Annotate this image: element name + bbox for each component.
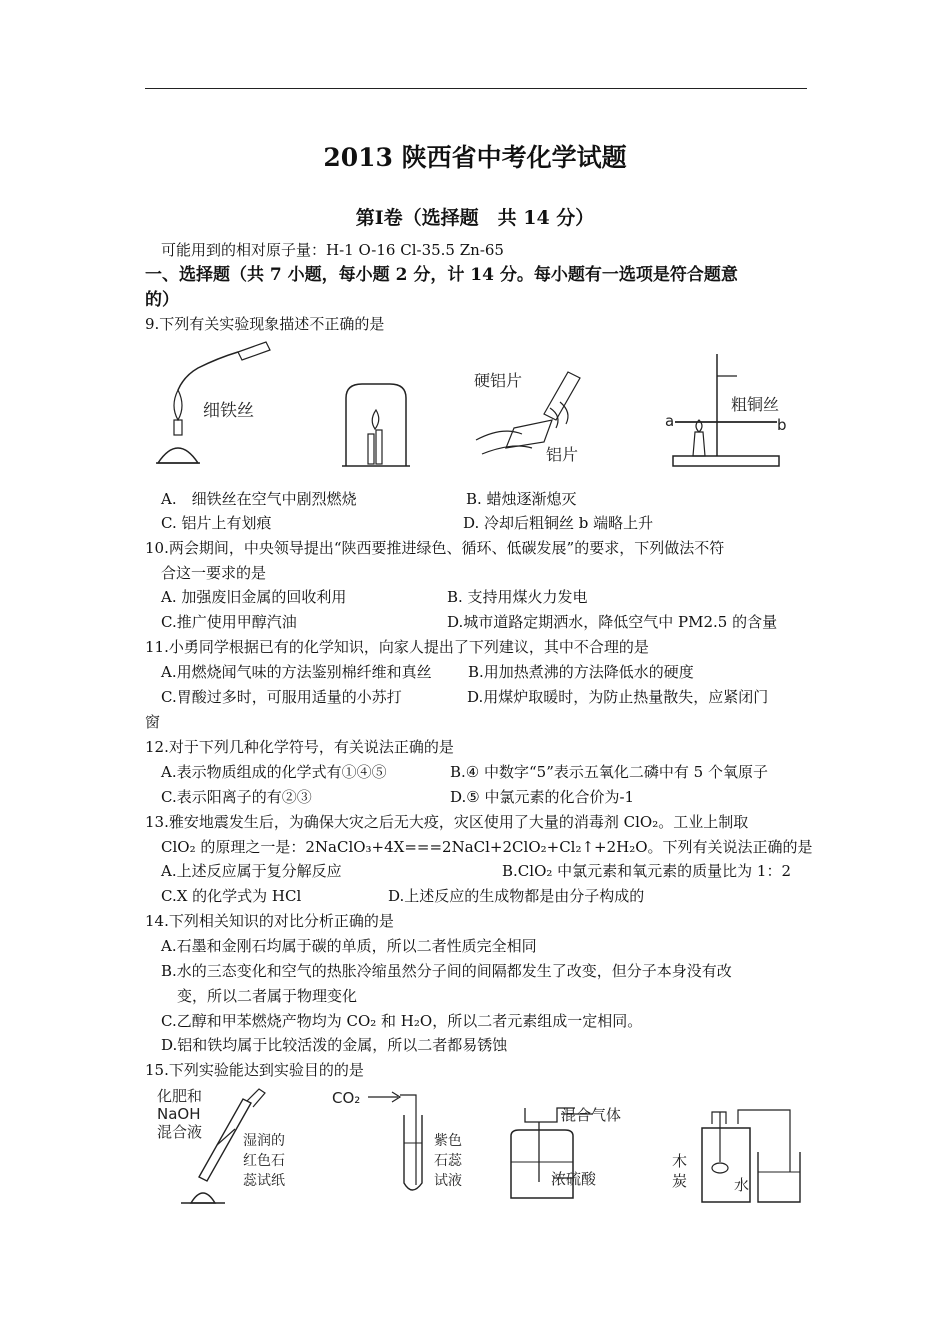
label-water: 水 — [734, 1176, 750, 1194]
fig-fertilizer-test — [155, 1085, 305, 1207]
q13-option-a: A.上述反应属于复分解反应 — [161, 862, 342, 880]
q11-option-b: B.用加热煮沸的方法降低水的硬度 — [468, 663, 694, 681]
label-litmus-3: 试液 — [434, 1173, 462, 1189]
page-title: 2013 陕西省中考化学试题 — [323, 143, 627, 172]
section-heading-1: 一、选择题（共 7 小题，每小题 2 分，计 14 分。每小题有一选项是符合题意 — [145, 265, 738, 285]
top-rule — [145, 88, 807, 89]
label-naoh: NaOH — [157, 1105, 201, 1123]
q12-option-c: C.表示阳离子的有②③ — [161, 788, 312, 806]
q14-option-d: D.铝和铁均属于比较活泼的金属，所以二者都易锈蚀 — [161, 1036, 508, 1054]
label-litmus-1: 紫色 — [434, 1133, 462, 1149]
q11-option-d-cont: 窗 — [145, 713, 161, 731]
q9-option-d: D. 冷却后粗铜丝 b 端略上升 — [463, 514, 654, 532]
label-sulfuric-acid: 浓硫酸 — [551, 1170, 597, 1188]
q11-stem: 11.小勇同学根据已有的化学知识，向家人提出了下列建议，其中不合理的是 — [145, 638, 649, 656]
label-hard-aluminium: 硬铝片 — [474, 371, 523, 390]
q14-option-c: C.乙醇和甲苯燃烧产物均为 CO₂ 和 H₂O，所以二者元素组成一定相同。 — [161, 1012, 643, 1030]
q10-stem-2: 合这一要求的是 — [161, 564, 267, 582]
section-subtitle: 第Ⅰ卷（选择题 共 14 分） — [355, 207, 595, 229]
label-end-a: a — [665, 412, 675, 430]
fig-iron-wire-burning — [148, 338, 278, 473]
label-litmus-2: 石蕊 — [434, 1153, 462, 1169]
q9-option-a: A. 细铁丝在空气中剧烈燃烧 — [161, 490, 357, 508]
q13-stem-2: ClO₂ 的原理之一是：2NaClO₃+4X===2NaCl+2ClO₂+Cl₂↑+2H₂O。下列有关说法正确的是 — [161, 838, 813, 856]
q13-option-d: D.上述反应的生成物都是由分子构成的 — [388, 887, 645, 905]
q9-option-c: C. 铝片上有划痕 — [161, 514, 272, 532]
q10-option-a: A. 加强废旧金属的回收利用 — [161, 588, 347, 606]
label-mixed-gas: 混合气体 — [561, 1106, 622, 1124]
label-mixture: 混合液 — [157, 1123, 203, 1141]
q13-option-b: B.ClO₂ 中氯元素和氧元素的质量比为 1：2 — [502, 862, 792, 880]
label-aluminium: 铝片 — [546, 445, 579, 464]
label-co2: CO₂ — [332, 1089, 361, 1107]
label-end-b: b — [777, 416, 787, 434]
label-paper-3: 蕊试纸 — [243, 1173, 285, 1189]
fig-aluminium-scratch — [472, 368, 592, 468]
label-iron-wire: 细铁丝 — [203, 401, 254, 421]
q9-stem: 9.下列有关实验现象描述不正确的是 — [145, 315, 385, 333]
label-charcoal-2: 炭 — [672, 1172, 688, 1190]
q13-stem-1: 13.雅安地震发生后，为确保大灾之后无大疫，灾区使用了大量的消毒剂 ClO₂。工业上制取 — [145, 813, 749, 831]
label-charcoal-1: 木 — [672, 1152, 688, 1170]
fig-charcoal-water — [668, 1102, 803, 1207]
q12-option-a: A.表示物质组成的化学式有①④⑤ — [161, 763, 387, 781]
section-heading-2: 的） — [145, 290, 179, 310]
fig-candle-bell-jar — [342, 382, 410, 470]
q9-option-b: B. 蜡烛逐渐熄灭 — [466, 490, 577, 508]
q13-option-c: C.X 的化学式为 HCl — [161, 887, 302, 905]
label-paper-2: 红色石 — [243, 1153, 285, 1169]
q10-option-b: B. 支持用煤火力发电 — [447, 588, 588, 606]
q14-option-b-cont: 变，所以二者属于物理变化 — [177, 987, 358, 1005]
q10-option-c: C.推广使用甲醇汽油 — [161, 613, 297, 631]
q11-option-a: A.用燃烧闻气味的方法鉴别棉纤维和真丝 — [161, 663, 432, 681]
q10-option-d: D.城市道路定期洒水，降低空气中 PM2.5 的含量 — [447, 613, 778, 631]
q12-stem: 12.对于下列几种化学符号，有关说法正确的是 — [145, 738, 454, 756]
q14-stem: 14.下列相关知识的对比分析正确的是 — [145, 912, 394, 930]
q12-option-d: D.⑤ 中氯元素的化合价为-1 — [450, 788, 635, 806]
q15-stem: 15.下列实验能达到实验目的的是 — [145, 1061, 364, 1079]
label-copper-wire: 粗铜丝 — [731, 395, 780, 414]
q11-option-c: C.胃酸过多时，可服用适量的小苏打 — [161, 688, 402, 706]
fig-copper-wire-balance — [665, 350, 795, 470]
label-paper-1: 湿润的 — [243, 1133, 285, 1149]
q14-option-a: A.石墨和金刚石均属于碳的单质，所以二者性质完全相同 — [161, 937, 537, 955]
q11-option-d: D.用煤炉取暖时，为防止热量散失，应紧闭门 — [467, 688, 769, 706]
q10-stem-1: 10.两会期间，中央领导提出“陕西要推进绿色、循环、低碳发展”的要求，下列做法不符 — [145, 539, 725, 557]
fig-gas-drying — [495, 1102, 640, 1202]
atomic-masses: 可能用到的相对原子量：H-1 O-16 Cl-35.5 Zn-65 — [161, 241, 504, 259]
label-fertilizer: 化肥和 — [157, 1087, 203, 1105]
q12-option-b: B.④ 中数字“5”表示五氧化二磷中有 5 个氧原子 — [450, 763, 768, 781]
q14-option-b: B.水的三态变化和空气的热胀冷缩虽然分子间的间隔都发生了改变，但分子本身没有改 — [161, 962, 732, 980]
fig-co2-litmus — [332, 1085, 477, 1200]
